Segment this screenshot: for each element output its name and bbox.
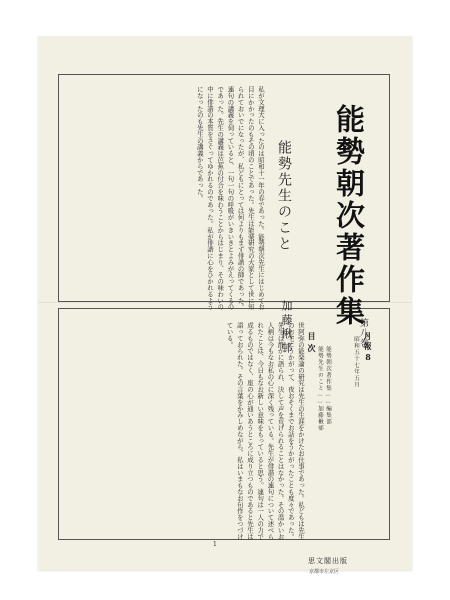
publisher-name: 思文閣出版	[308, 557, 348, 565]
page-number: 1	[213, 541, 217, 548]
essay-body-upper: 私が文理大に入ったのは昭和十一年の春であった。能勢朝次先生にはじめてお目にかかったのもその頃のことであった。先生は能楽研究の大家として世に知られておいでになったが、私どもにとっては何よりもまず俳諧の師であった。連句の講義を伺っていると、一句一句の呼吸がいきいきとよみがえってくるのであった。先生の講義は芭蕉の付合を味わうことからはじまり、その味わいの中に俳諧の本質をさぐってゆかれるのであった。私が俳諧に心をひかれるようになったのも先生の講義からであった。	[195, 86, 265, 310]
series-title: 能勢朝次著作集	[332, 104, 366, 328]
toc-item: 能勢先生のこと……加藤楸邨	[317, 346, 323, 432]
publication-date: 昭和五十七年五月	[353, 336, 359, 388]
essay-body-lower: 世阿弥の能楽論の研究は先生の生涯をかけたお仕事であった。私どもは先生のお宅にうかがって、夜おそくまでお話をうかがったことも度々であった。先生は静かに語られ、決して声を荒げられることはなかった。その温かいお人柄は今もなお私の心に深く残っている。先生が俳諧の連句について述べられたことは、今日もなお新しい意味をもっていると思う。連句は一人の力で成るものではなく、座の心が通いあうところに成り立つものであると先生は語っておられた。その言葉をかみしめながら、私はいまもなお句作をつづけている。	[225, 322, 305, 540]
essay-author: 加藤楸邨	[280, 300, 293, 356]
publisher-address: 京都市左京区	[309, 569, 340, 575]
volume-label: 第八巻	[358, 318, 368, 348]
toc-heading: 目次	[307, 332, 317, 356]
essay-title: 能勢先生のこと	[276, 140, 292, 252]
booklet-page	[38, 36, 412, 575]
monthly-report-label: 月報8	[363, 332, 373, 364]
toc-item: 能勢朝次著作集……編集部	[325, 346, 331, 425]
